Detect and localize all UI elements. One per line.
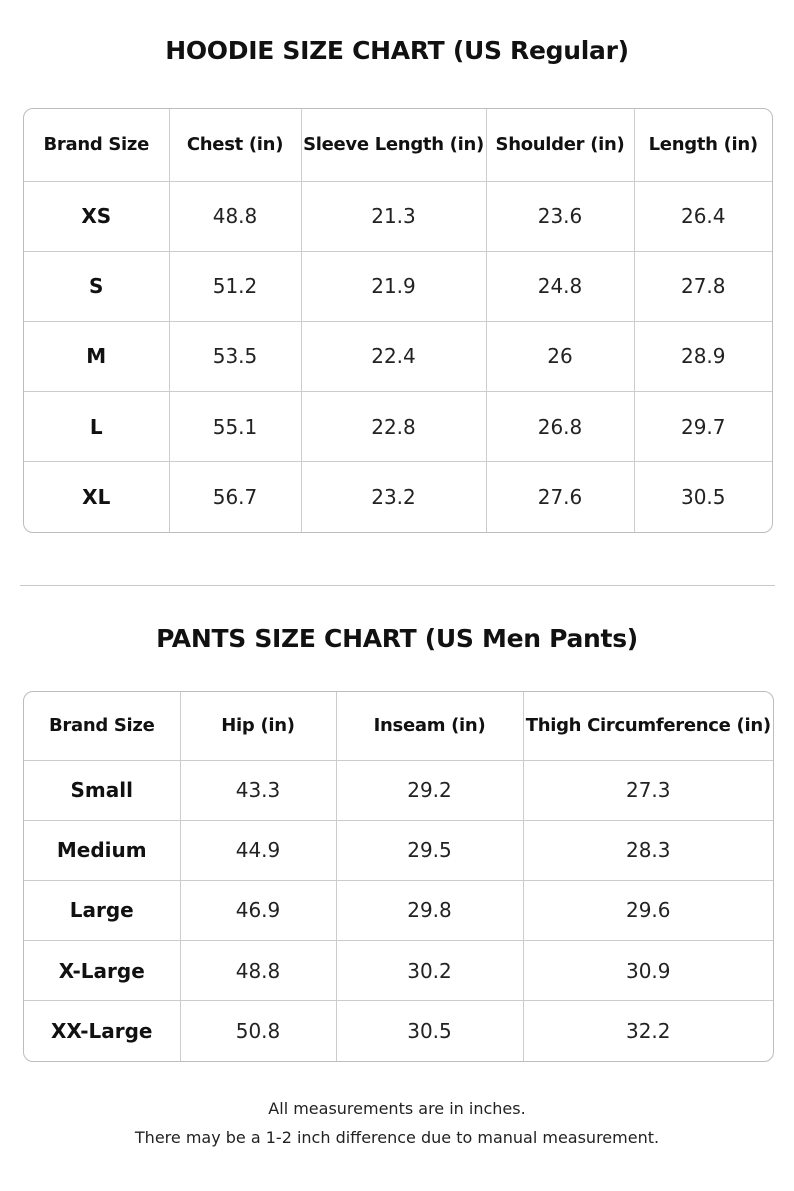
measurement-disclaimer: There may be a 1-2 inch difference due to manual measurement. bbox=[134, 1128, 660, 1147]
table-cell: 28.9 bbox=[634, 321, 772, 391]
table-cell: 29.7 bbox=[634, 392, 772, 462]
table-cell: 56.7 bbox=[169, 462, 301, 532]
column-header: Chest (in) bbox=[169, 109, 301, 181]
column-header: Brand Size bbox=[24, 692, 180, 760]
table-cell: 30.2 bbox=[336, 941, 523, 1001]
table-cell: 43.3 bbox=[180, 760, 336, 820]
size-label-cell: Medium bbox=[24, 820, 180, 880]
table-cell: 46.9 bbox=[180, 880, 336, 940]
table-row bbox=[24, 181, 772, 251]
table-cell: 55.1 bbox=[169, 392, 301, 462]
table-cell: 29.8 bbox=[336, 880, 523, 940]
table-row bbox=[24, 820, 773, 880]
column-header: Thigh Circumference (in) bbox=[523, 692, 773, 760]
size-label-cell: X-Large bbox=[24, 941, 180, 1001]
table-row bbox=[24, 1001, 773, 1061]
table-cell: 21.9 bbox=[301, 251, 486, 321]
size-label-cell: Large bbox=[24, 880, 180, 940]
table-cell: 22.8 bbox=[301, 392, 486, 462]
measurement-note: All measurements are in inches. bbox=[268, 1099, 526, 1118]
table-header-row bbox=[24, 109, 772, 181]
table-cell: 53.5 bbox=[169, 321, 301, 391]
column-header: Brand Size bbox=[24, 109, 169, 181]
table-row bbox=[24, 251, 772, 321]
table-cell: 48.8 bbox=[169, 181, 301, 251]
table-cell: 27.6 bbox=[486, 462, 634, 532]
table-cell: 51.2 bbox=[169, 251, 301, 321]
table-cell: 22.4 bbox=[301, 321, 486, 391]
section-divider bbox=[20, 585, 775, 586]
table-cell: 30.5 bbox=[336, 1001, 523, 1061]
table-row bbox=[24, 880, 773, 940]
hoodie-chart-title: HOODIE SIZE CHART (US Regular) bbox=[165, 36, 629, 65]
table-cell: 26.8 bbox=[486, 392, 634, 462]
table-cell: 30.5 bbox=[680, 485, 726, 510]
table-cell: 30.9 bbox=[523, 941, 773, 1001]
table-cell: 26 bbox=[486, 321, 634, 391]
table-cell: 44.9 bbox=[180, 820, 336, 880]
table-cell: 48.8 bbox=[180, 941, 336, 1001]
size-label-cell: M bbox=[24, 321, 169, 391]
hoodie-size-table-container bbox=[23, 108, 773, 533]
pants-size-table bbox=[24, 692, 773, 1061]
table-row bbox=[24, 321, 772, 391]
table-row bbox=[24, 392, 772, 462]
table-cell: 29.6 bbox=[523, 880, 773, 940]
hoodie-size-table bbox=[24, 109, 772, 532]
table-cell: 24.8 bbox=[486, 251, 634, 321]
table-cell: 21.3 bbox=[301, 181, 486, 251]
table-cell: 23.6 bbox=[486, 181, 634, 251]
table-header-row bbox=[24, 692, 773, 760]
table-cell: 50.8 bbox=[180, 1001, 336, 1061]
table-row bbox=[24, 941, 773, 1001]
column-header: Sleeve Length (in) bbox=[301, 109, 486, 181]
table-cell: 27.8 bbox=[634, 251, 772, 321]
table-row bbox=[24, 462, 772, 532]
size-label-cell: S bbox=[24, 251, 169, 321]
size-label-cell: XL bbox=[24, 462, 169, 532]
table-cell: 32.2 bbox=[625, 1019, 671, 1044]
table-cell: 28.3 bbox=[523, 820, 773, 880]
table-cell: 29.2 bbox=[336, 760, 523, 820]
size-label-cell: XX-Large bbox=[24, 1001, 180, 1061]
pants-size-table-container bbox=[23, 691, 774, 1062]
pants-chart-title: PANTS SIZE CHART (US Men Pants) bbox=[156, 624, 638, 653]
size-label-cell: XS bbox=[24, 181, 169, 251]
table-cell: 26.4 bbox=[634, 181, 772, 251]
column-header: Shoulder (in) bbox=[486, 109, 634, 181]
column-header: Length (in) bbox=[634, 109, 772, 181]
size-label-cell: Small bbox=[24, 760, 180, 820]
table-cell: 23.2 bbox=[301, 462, 486, 532]
table-cell: 27.3 bbox=[523, 760, 773, 820]
size-label-cell: L bbox=[24, 392, 169, 462]
column-header: Inseam (in) bbox=[336, 692, 523, 760]
table-row bbox=[24, 760, 773, 820]
table-cell: 29.5 bbox=[336, 820, 523, 880]
column-header: Hip (in) bbox=[180, 692, 336, 760]
